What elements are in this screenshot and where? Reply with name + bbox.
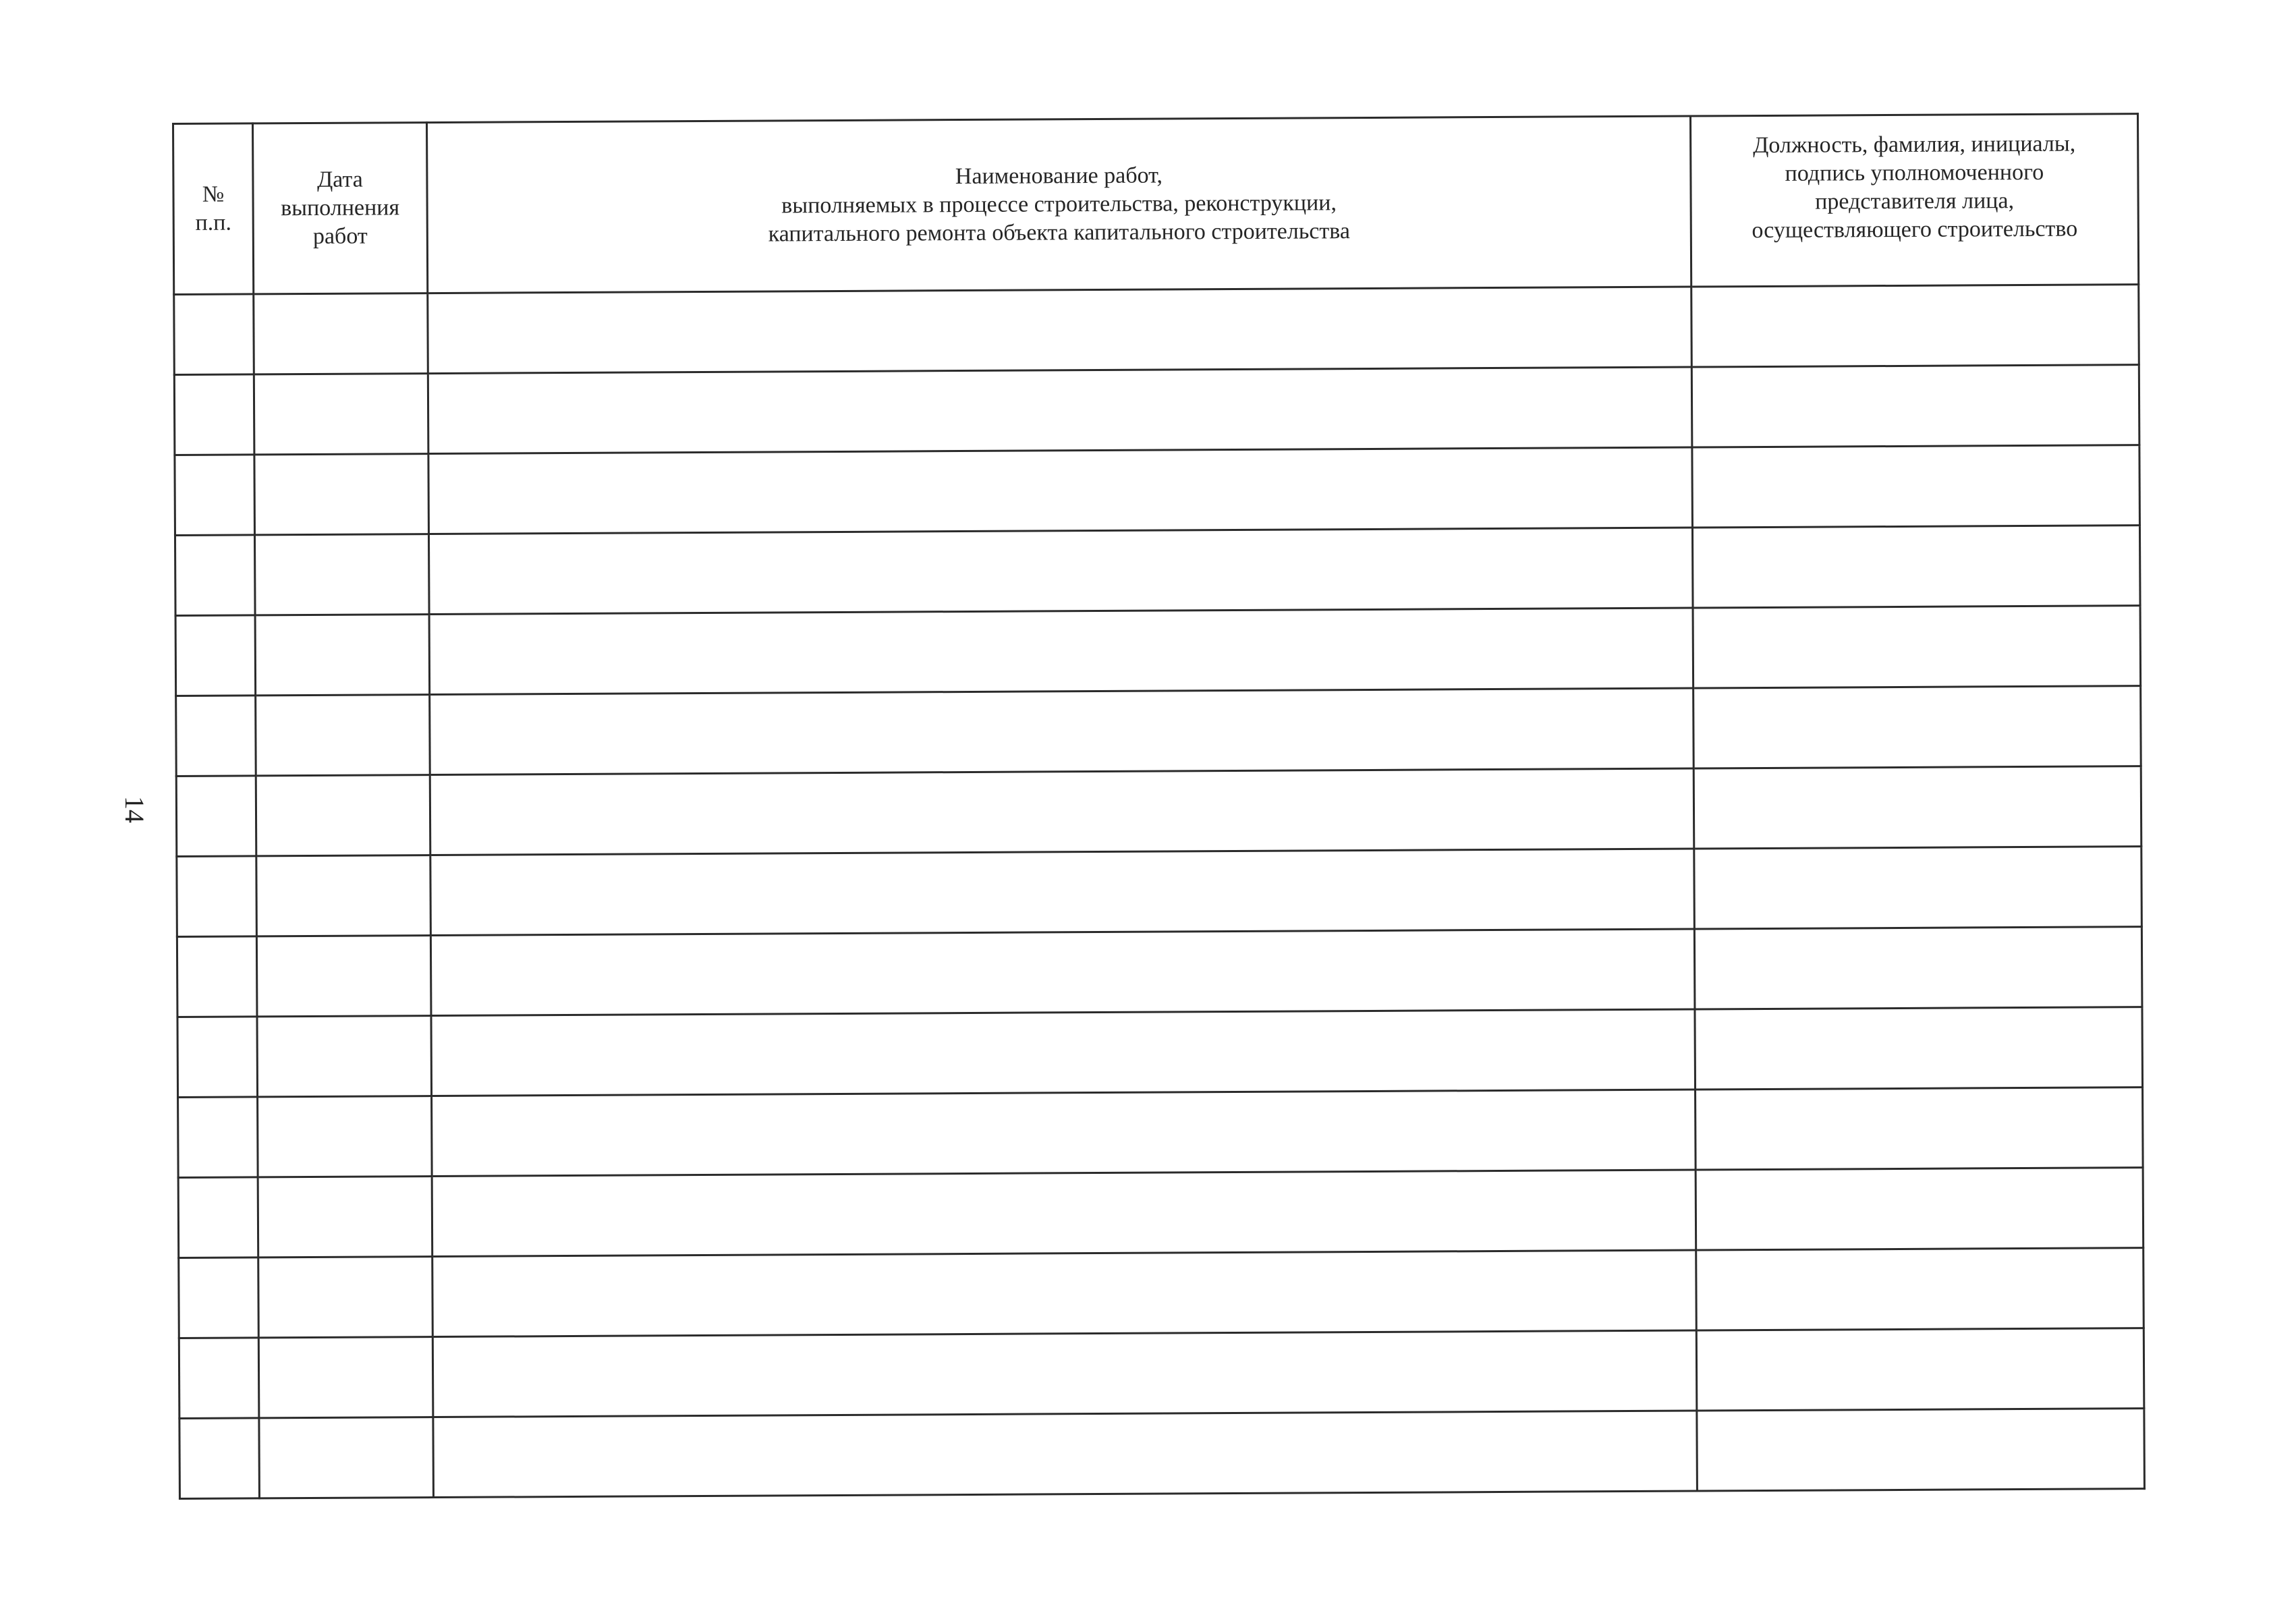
cell-work-name[interactable] (428, 367, 1692, 454)
cell-signature[interactable] (1697, 1409, 2145, 1491)
table-row (177, 927, 2142, 1017)
cell-num[interactable] (177, 856, 257, 937)
cell-num[interactable] (178, 1177, 258, 1258)
header-work-name-line: капитального ремонта объекта капитального строительства (768, 219, 1351, 247)
header-work-name (427, 116, 1691, 293)
cell-signature[interactable] (1695, 1007, 2143, 1090)
cell-signature[interactable] (1696, 1248, 2144, 1330)
cell-work-name[interactable] (433, 1411, 1698, 1498)
cell-num[interactable] (175, 455, 255, 536)
cell-signature[interactable] (1694, 847, 2142, 929)
table-row (179, 1328, 2144, 1419)
cell-date[interactable] (256, 695, 430, 776)
cell-num[interactable] (175, 615, 256, 696)
table-row (176, 766, 2141, 857)
table-row (175, 606, 2141, 696)
works-journal-table (172, 113, 2146, 1500)
cell-signature[interactable] (1693, 766, 2141, 849)
cell-signature[interactable] (1696, 1168, 2144, 1250)
cell-date[interactable] (254, 454, 429, 535)
cell-work-name[interactable] (428, 528, 1693, 615)
cell-date[interactable] (254, 374, 428, 455)
cell-work-name[interactable] (432, 1330, 1697, 1417)
cell-num[interactable] (175, 535, 255, 616)
cell-date[interactable] (258, 1257, 433, 1338)
cell-work-name[interactable] (432, 1090, 1696, 1177)
cell-num[interactable] (178, 1097, 258, 1178)
cell-date[interactable] (254, 534, 429, 615)
table-body (174, 285, 2145, 1499)
cell-date[interactable] (255, 615, 430, 696)
cell-num[interactable] (174, 374, 254, 455)
header-work-name-line: Наименование работ, (955, 163, 1163, 190)
cell-signature[interactable] (1696, 1088, 2144, 1170)
header-date-line: Дата (316, 167, 363, 192)
cell-work-name[interactable] (430, 768, 1694, 855)
cell-work-name[interactable] (428, 287, 1692, 374)
cell-date[interactable] (256, 855, 431, 936)
cell-date[interactable] (256, 775, 430, 856)
table-row (175, 526, 2140, 616)
cell-date[interactable] (256, 936, 431, 1017)
cell-num[interactable] (174, 294, 254, 375)
table-row (177, 1007, 2143, 1098)
cell-date[interactable] (254, 293, 428, 374)
header-work-name-line: выполняемых в процессе строительства, реконструкции, (781, 190, 1337, 219)
table-row (177, 847, 2142, 937)
header-signature-line: осуществляющего строительство (1752, 216, 2078, 244)
cell-work-name[interactable] (431, 1009, 1696, 1096)
page-number: 14 (119, 796, 150, 823)
table-row (174, 365, 2139, 455)
table-row (178, 1168, 2144, 1258)
cell-signature[interactable] (1693, 686, 2141, 768)
cell-date[interactable] (259, 1417, 434, 1498)
cell-num[interactable] (177, 936, 257, 1017)
cell-num[interactable] (179, 1418, 260, 1499)
cell-num[interactable] (177, 1017, 258, 1098)
cell-work-name[interactable] (430, 929, 1695, 1016)
table-row (175, 445, 2140, 536)
cell-work-name[interactable] (429, 608, 1693, 695)
header-num-line: п.п. (195, 210, 232, 235)
header-num (173, 123, 254, 295)
cell-signature[interactable] (1696, 1328, 2144, 1411)
header-date-line: выполнения (281, 195, 400, 221)
cell-num[interactable] (179, 1258, 259, 1338)
cell-signature[interactable] (1691, 285, 2139, 367)
cell-signature[interactable] (1693, 606, 2141, 688)
cell-work-name[interactable] (432, 1250, 1697, 1337)
cell-num[interactable] (179, 1338, 259, 1419)
cell-num[interactable] (176, 696, 256, 777)
cell-signature[interactable] (1691, 365, 2139, 447)
table-row (176, 686, 2141, 777)
cell-work-name[interactable] (430, 849, 1695, 936)
header-date-line: работ (312, 223, 368, 249)
cell-signature[interactable] (1692, 526, 2140, 608)
table-row (178, 1088, 2144, 1178)
table-row (179, 1248, 2144, 1338)
table-row (174, 285, 2139, 375)
header-signature (1690, 114, 2138, 287)
header-num-line: № (202, 181, 225, 207)
cell-date[interactable] (258, 1337, 433, 1418)
cell-work-name[interactable] (432, 1170, 1696, 1257)
header-signature-line: подпись уполномоченного (1785, 159, 2044, 186)
table-row (179, 1409, 2145, 1499)
cell-date[interactable] (258, 1096, 432, 1177)
cell-date[interactable] (257, 1016, 432, 1097)
cell-signature[interactable] (1694, 927, 2142, 1009)
header-signature-line: Должность, фамилия, инициалы, (1753, 131, 2076, 159)
cell-work-name[interactable] (428, 447, 1693, 534)
table-header-row (173, 114, 2139, 295)
cell-date[interactable] (258, 1177, 432, 1258)
header-signature-line: представителя лица, (1815, 188, 2015, 215)
header-date (253, 123, 428, 294)
cell-signature[interactable] (1692, 445, 2140, 528)
cell-work-name[interactable] (430, 688, 1694, 775)
cell-num[interactable] (176, 776, 256, 857)
